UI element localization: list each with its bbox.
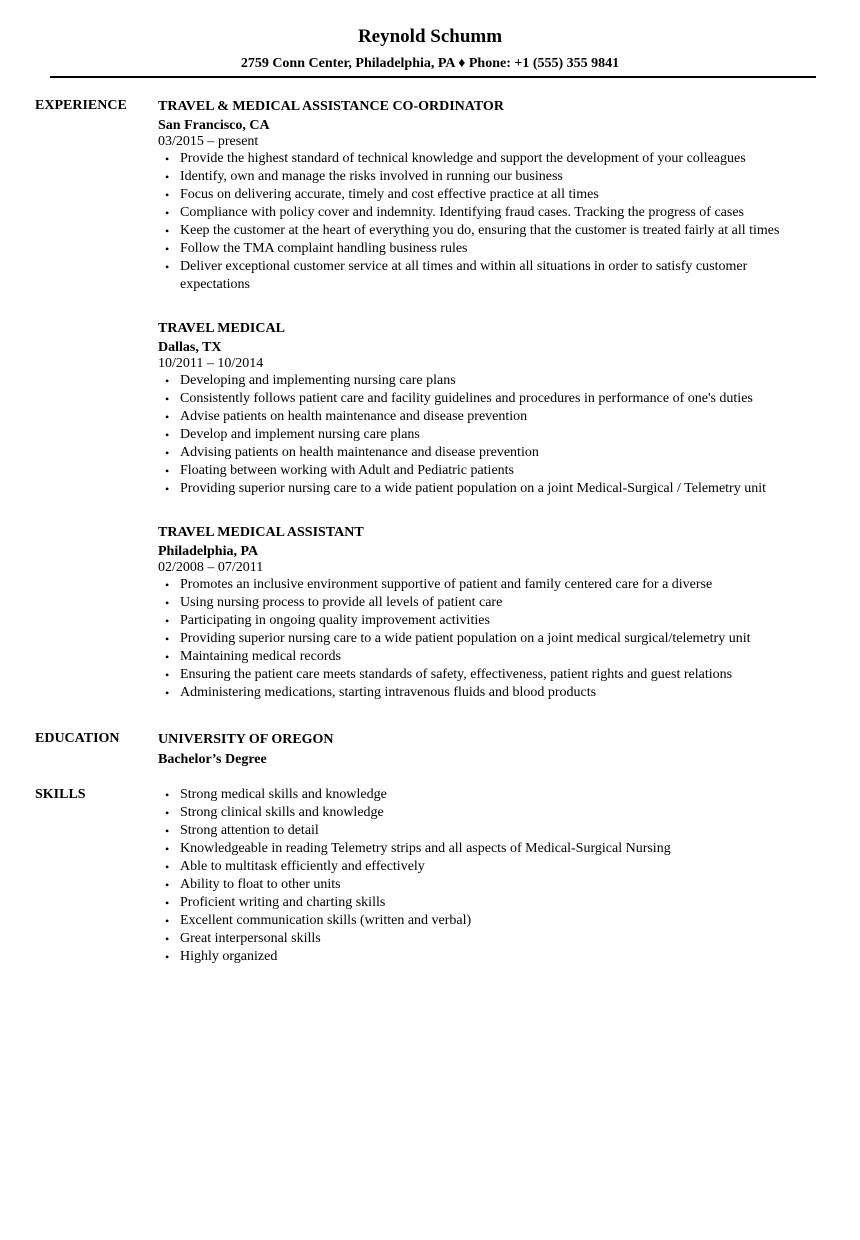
bullet-item: • Administering medications, starting intravenous fluids and blood products [180, 684, 820, 702]
skill-item: • Proficient writing and charting skills [180, 894, 820, 912]
job-title: TRAVEL & MEDICAL ASSISTANCE CO-ORDINATOR [158, 99, 504, 114]
skill-item: • Strong attention to detail [180, 822, 820, 840]
job-dates: 03/2015 – present [158, 134, 259, 149]
bullet-item: • Focus on delivering accurate, timely and cost effective practice at all times [180, 186, 820, 204]
job-location: Philadelphia, PA [158, 544, 259, 559]
education-label: EDUCATION [35, 731, 120, 746]
experience-label: EXPERIENCE [35, 98, 127, 113]
bullet-item: • Ensuring the patient care meets standards of safety, effectiveness, patient rights and guest relations [180, 666, 820, 684]
bullet-item: • Provide the highest standard of technical knowledge and support the development of your colleagues [180, 150, 820, 168]
skill-item: • Able to multitask efficiently and effectively [180, 858, 820, 876]
bullet-item: • Using nursing process to provide all levels of patient care [180, 594, 820, 612]
bullet-item: • Keep the customer at the heart of everything you do, ensuring that the customer is treated fairly at all times [180, 222, 820, 240]
skill-item: • Strong medical skills and knowledge [180, 786, 820, 804]
skill-item: • Excellent communication skills (written and verbal) [180, 912, 820, 930]
skill-item: • Highly organized [180, 948, 820, 966]
bullet-item: • Floating between working with Adult and Pediatric patients [180, 462, 820, 480]
bullet-item: • Compliance with policy cover and indemnity. Identifying fraud cases. Tracking the progress of cases [180, 204, 820, 222]
bullet-item: • Consistently follows patient care and facility guidelines and procedures in performance of one's duties [180, 390, 820, 408]
bullet-item: • Deliver exceptional customer service at all times and within all situations in order to satisfy customer expectations [180, 258, 820, 294]
education-body [158, 730, 820, 770]
bullet-item: • Follow the TMA complaint handling business rules [180, 240, 820, 258]
bullet-item: • Develop and implement nursing care plans [180, 426, 820, 444]
experience-body [158, 97, 820, 730]
resume-header [0, 0, 860, 78]
bullet-item: • Providing superior nursing care to a wide patient population on a joint medical surgical/telemetry unit [180, 630, 820, 648]
header-divider [50, 76, 816, 78]
job-dates: 02/2008 – 07/2011 [158, 560, 264, 575]
bullet-item: • Identify, own and manage the risks involved in running our business [180, 168, 820, 186]
job-title: TRAVEL MEDICAL ASSISTANT [158, 525, 364, 540]
bullet-item: • Developing and implementing nursing care plans [180, 372, 820, 390]
job-bullets [158, 372, 820, 498]
job-dates: 10/2011 – 10/2014 [158, 356, 264, 371]
experience-section [0, 97, 860, 730]
skill-item: • Great interpersonal skills [180, 930, 820, 948]
job-entry [158, 97, 820, 294]
candidate-name: Reynold Schumm [357, 26, 503, 47]
contact-line: 2759 Conn Center, Philadelphia, PA ♦ Phone: +1 (555) 355 9841 [240, 56, 620, 71]
skills-body [158, 786, 820, 966]
degree-name: Bachelor’s Degree [158, 752, 267, 767]
bullet-item: • Advise patients on health maintenance and disease prevention [180, 408, 820, 426]
skill-item: • Strong clinical skills and knowledge [180, 804, 820, 822]
job-location: Dallas, TX [158, 340, 222, 355]
bullet-item: • Promotes an inclusive environment supportive of patient and family centered care for a diverse [180, 576, 820, 594]
job-bullets [158, 576, 820, 702]
job-entry [158, 319, 820, 498]
education-section [0, 730, 860, 770]
skill-item: • Ability to float to other units [180, 876, 820, 894]
job-entry [158, 523, 820, 702]
job-location: San Francisco, CA [158, 118, 270, 133]
skills-list [158, 786, 820, 966]
job-title: TRAVEL MEDICAL [158, 321, 285, 336]
skill-item: • Knowledgeable in reading Telemetry strips and all aspects of Medical-Surgical Nursing [180, 840, 820, 858]
school-name: UNIVERSITY OF OREGON [158, 732, 334, 747]
bullet-item: • Advising patients on health maintenance and disease prevention [180, 444, 820, 462]
bullet-item: • Providing superior nursing care to a wide patient population on a joint Medical-Surgical / Telemetry unit [180, 480, 820, 498]
bullet-item: • Maintaining medical records [180, 648, 820, 666]
skills-label: SKILLS [35, 787, 86, 802]
bullet-item: • Participating in ongoing quality improvement activities [180, 612, 820, 630]
job-bullets [158, 150, 820, 294]
skills-section [0, 786, 860, 966]
